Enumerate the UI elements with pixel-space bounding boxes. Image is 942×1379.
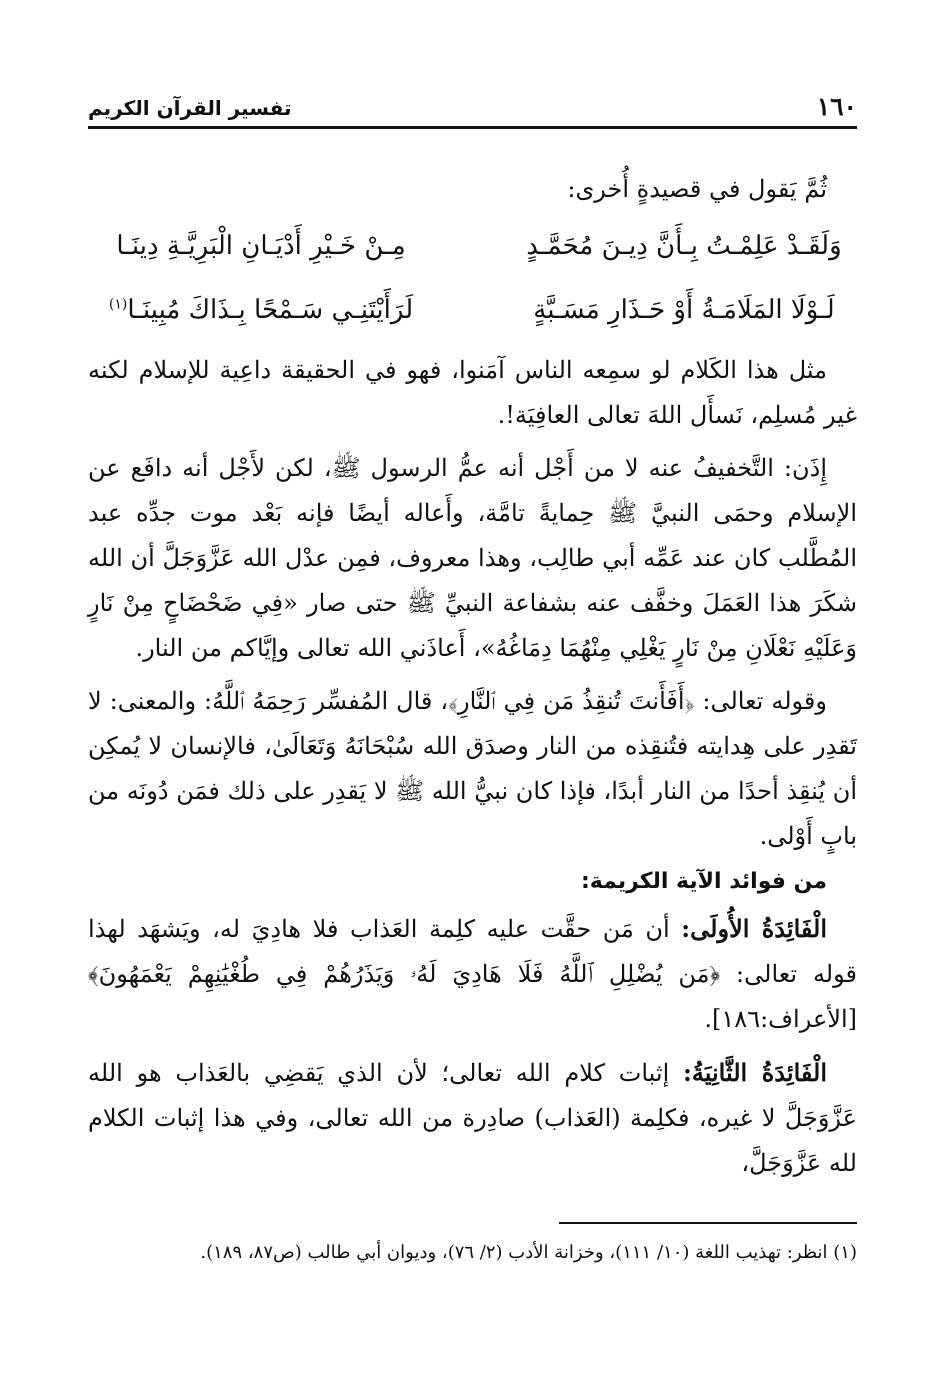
verse-text: لَرَأَيْتَنِـي سَـمْحًا بِـذَاكَ مُبِينَـا	[127, 295, 414, 325]
verse-first-hemistich: لَـوْلَا المَلَامَـةُ أَوْ حَـذَارِ مَسَـبَّةٍ	[533, 295, 835, 325]
page-number: ١٦٠	[816, 92, 857, 121]
benefit-paragraph	[88, 1050, 857, 1186]
poem-verse	[88, 278, 857, 342]
footnote-marker: (١)	[108, 296, 128, 313]
running-title: تفسير القرآن الكريم	[88, 96, 292, 120]
benefit-text: إثبات كلام الله تعالى؛ لأن الذي يَقضِي بالعَذاب هو الله عَزَّوَجَلَّ لا غيره، فكلِمة (العَذاب) صادِرة من الله تعالى، وفي هذا إثبات الكلام لله عَزَّوَجَلَّ،	[88, 1059, 857, 1177]
section-heading: من فوائد الآية الكريمة:	[580, 869, 827, 894]
benefit-label: الْفَائِدَةُ الأُولَى:	[681, 914, 827, 943]
poem-verse	[88, 214, 857, 278]
paragraph: مثل هذا الكَلام لو سمِعه الناس آمَنوا، فهو في الحقيقة داعِية للإسلام لكنه غير مُسلِم، نَسأَل اللهَ تعالى العافِيَة!.	[88, 356, 857, 429]
benefit-paragraph	[88, 906, 857, 1042]
page-body	[88, 160, 857, 1194]
poem-intro: ثُمَّ يَقول في قصيدةٍ أُخرى:	[567, 175, 827, 203]
benefit-text: أن مَن حقَّت عليه كلِمة العَذاب فلا هادِيَ له، ويَشهَد لهذا قوله تعالى: ﴿مَن يُضْلِلِ ٱللَّهُ فَلَا هَادِيَ لَهُۥ وَيَذَرُهُمْ فِي طُغْيَٰنِهِمْ يَعْمَهُونَ﴾ [الأعراف:١٨٦].	[88, 915, 857, 1033]
benefit-label: الْفَائِدَةُ الثَّانِيَةُ:	[683, 1058, 827, 1087]
paragraph: إِذَن: التَّخفيفُ عنه لا من أَجْل أنه عمُّ الرسول ﷺ، لكن لأَجْل أنه دافَع عن الإسلام وحمَى النبيَّ ﷺ حِمايةً تامَّة، وأَعاله أيضًا فإنه بَعْد موت جدِّه عبد المُطَّلب كان عند عَمِّه أبي طالِب، وهذا معروف، فمِن عدْل الله عَزَّوَجَلَّ أن الله شكَرَ هذا العَمَلَ وخفَّف عنه بشفاعة النبيِّ ﷺ حتى صار «فِي ضَحْضَاحٍ مِنْ نَارٍ وَعَلَيْهِ نَعْلَانِ مِنْ نَارٍ يَغْلِي مِنْهُمَا دِمَاغُهُ»، أَعاذَني الله تعالى وإيَّاكم من النار.	[88, 454, 858, 662]
page-header	[88, 84, 857, 129]
paragraph: وقوله تعالى: ﴿أَفَأَنتَ تُنقِذُ مَن فِي ٱلنَّارِ﴾، قال المُفسِّر رَحِمَهُ ٱللَّهُ: والمعنى: لا تَقدِر على هِدايته فتُنقِذه من النار وصدَق الله سُبْحَانَهُ وَتَعَالَىٰ، فالإنسان لا يُمكِن أن يُنقِذ أحدًا من النار أبدًا، فإذا كان نبيُّ الله ﷺ لا يَقدِر على ذلك فمَن دُونَه من بابٍ أَوْلى.	[88, 687, 857, 850]
verse-first-hemistich: وَلَقَـدْ عَلِمْـتُ بِـأَنَّ دِيـنَ مُحَمَّـدٍ	[526, 231, 842, 261]
footnote: (١) انظر: تهذيب اللغة (١٠/ ١١١)، وخزانة الأدب (٢/ ٧٦)، وديوان أبي طالب (ص٨٧، ١٨٩).	[200, 1242, 857, 1263]
verse-second-hemistich: مِـنْ خَـيْرِ أَدْيَـانِ الْبَرِيَّـةِ دِينَـا	[116, 231, 406, 261]
verse-second-hemistich	[88, 295, 434, 325]
footnote-separator	[559, 1222, 857, 1224]
